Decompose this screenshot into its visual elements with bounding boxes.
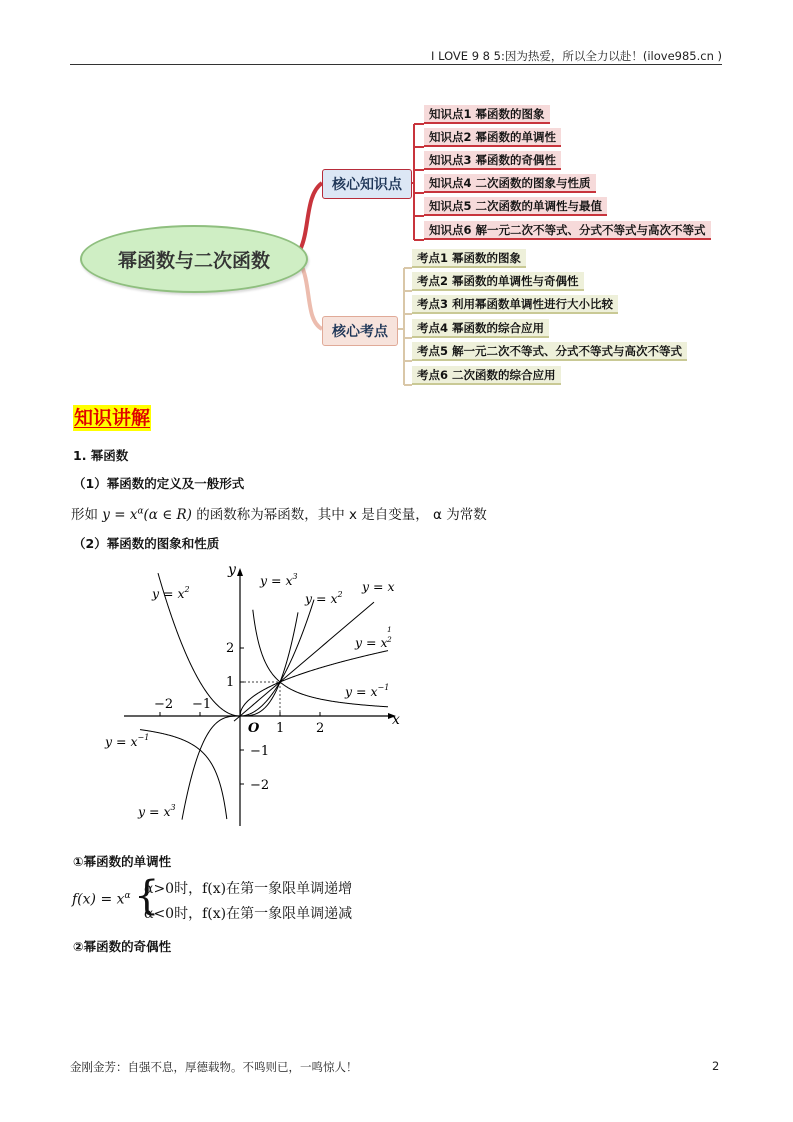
heading-graph-properties: （2）幂函数的图象和性质 xyxy=(73,536,220,551)
knowledge-point-6: 知识点6 解一元二次不等式、分式不等式与高次不等式 xyxy=(424,221,711,240)
x-tick-label-1: 1 xyxy=(276,721,285,736)
x-tick-label-m1: −1 xyxy=(192,697,212,712)
y-tick-label-m2: −2 xyxy=(250,778,270,793)
curve-x1 xyxy=(234,602,374,721)
knowledge-point-2: 知识点2 幂函数的单调性 xyxy=(424,128,561,147)
exam-point-4: 考点4 幂函数的综合应用 xyxy=(412,319,549,338)
mindmap-root: 幂函数与二次函数 xyxy=(80,225,308,293)
knowledge-point-5: 知识点5 二次函数的单调性与最值 xyxy=(424,197,607,216)
def-prefix: 形如 xyxy=(71,507,103,523)
exam-point-1: 考点1 幂函数的图象 xyxy=(412,249,526,268)
heading-definition: （1）幂函数的定义及一般形式 xyxy=(73,476,245,491)
y-axis-label: y xyxy=(228,562,236,578)
label-xhalf: y = x xyxy=(355,635,388,650)
knowledge-point-4: 知识点4 二次函数的图象与性质 xyxy=(424,174,596,193)
knowledge-point-3: 知识点3 幂函数的奇偶性 xyxy=(424,151,561,170)
label-xinv-left: $y = x^{-1}$ xyxy=(105,733,150,749)
x-axis-label: x xyxy=(392,712,400,728)
monotonicity-formula xyxy=(72,873,392,924)
y-tick-label-1: 1 xyxy=(226,675,235,690)
y-tick-label-m1: −1 xyxy=(250,744,270,759)
def-condition: (α ∈ R) xyxy=(143,507,192,523)
origin-label: O xyxy=(248,721,260,736)
page-header: I LOVE 9 8 5:因为热爱，所以全力以赴！(ilove985.cn ) xyxy=(431,49,722,63)
mindmap-branch-exam: 核心考点 xyxy=(322,316,398,346)
exam-point-6: 考点6 二次函数的综合应用 xyxy=(412,366,561,385)
heading-parity: ②幂函数的奇偶性 xyxy=(73,939,172,954)
label-x1: y = x xyxy=(362,579,395,594)
exam-point-2: 考点2 幂函数的单调性与奇偶性 xyxy=(412,272,584,291)
label-xhalf-den: 2 xyxy=(387,635,392,644)
formula-case-increasing: α>0时，f(x)在第一象限单调递增 xyxy=(144,881,353,897)
formula-lhs: $f(x) = x^\alpha$ xyxy=(72,891,131,908)
label-xinv-right: $y = x^{-1}$ xyxy=(345,683,390,699)
power-function-graph xyxy=(100,560,410,830)
heading-monotonicity: ①幂函数的单调性 xyxy=(73,854,172,869)
heading-power-function: 1. 幂函数 xyxy=(73,448,129,463)
label-x3-top: $y = x^3$ xyxy=(260,572,298,588)
label-x2-right: $y = x^2$ xyxy=(305,590,343,606)
def-suffix: 的函数称为幂函数，其中 x 是自变量， α 为常数 xyxy=(191,507,487,523)
def-exponent: α xyxy=(137,506,144,517)
exam-point-3: 考点3 利用幂函数单调性进行大小比较 xyxy=(412,295,618,314)
y-axis-arrow xyxy=(237,568,243,576)
def-formula: y = x xyxy=(102,507,138,523)
y-tick-label-2: 2 xyxy=(226,641,235,656)
exam-point-5: 考点5 解一元二次不等式、分式不等式与高次不等式 xyxy=(412,342,687,361)
page-number: 2 xyxy=(712,1059,720,1073)
footer-motto: 金刚金芳：自强不息，厚德载物。不鸣则已，一鸣惊人！ xyxy=(70,1060,358,1074)
definition-paragraph xyxy=(71,503,487,523)
formula-brace: { xyxy=(134,873,160,919)
label-xhalf-num: 1 xyxy=(387,625,392,634)
formula-case-decreasing: α<0时，f(x)在第一象限单调递减 xyxy=(144,906,353,922)
label-x3-bottom: $y = x^3$ xyxy=(138,803,176,819)
x-tick-label-2: 2 xyxy=(316,721,325,736)
mindmap-branch-knowledge: 核心知识点 xyxy=(322,169,412,199)
knowledge-point-1: 知识点1 幂函数的图象 xyxy=(424,105,550,124)
section-title: 知识讲解 xyxy=(74,407,151,429)
x-tick-label-m2: −2 xyxy=(154,697,174,712)
label-x2-left: $y = x^2$ xyxy=(152,585,190,601)
